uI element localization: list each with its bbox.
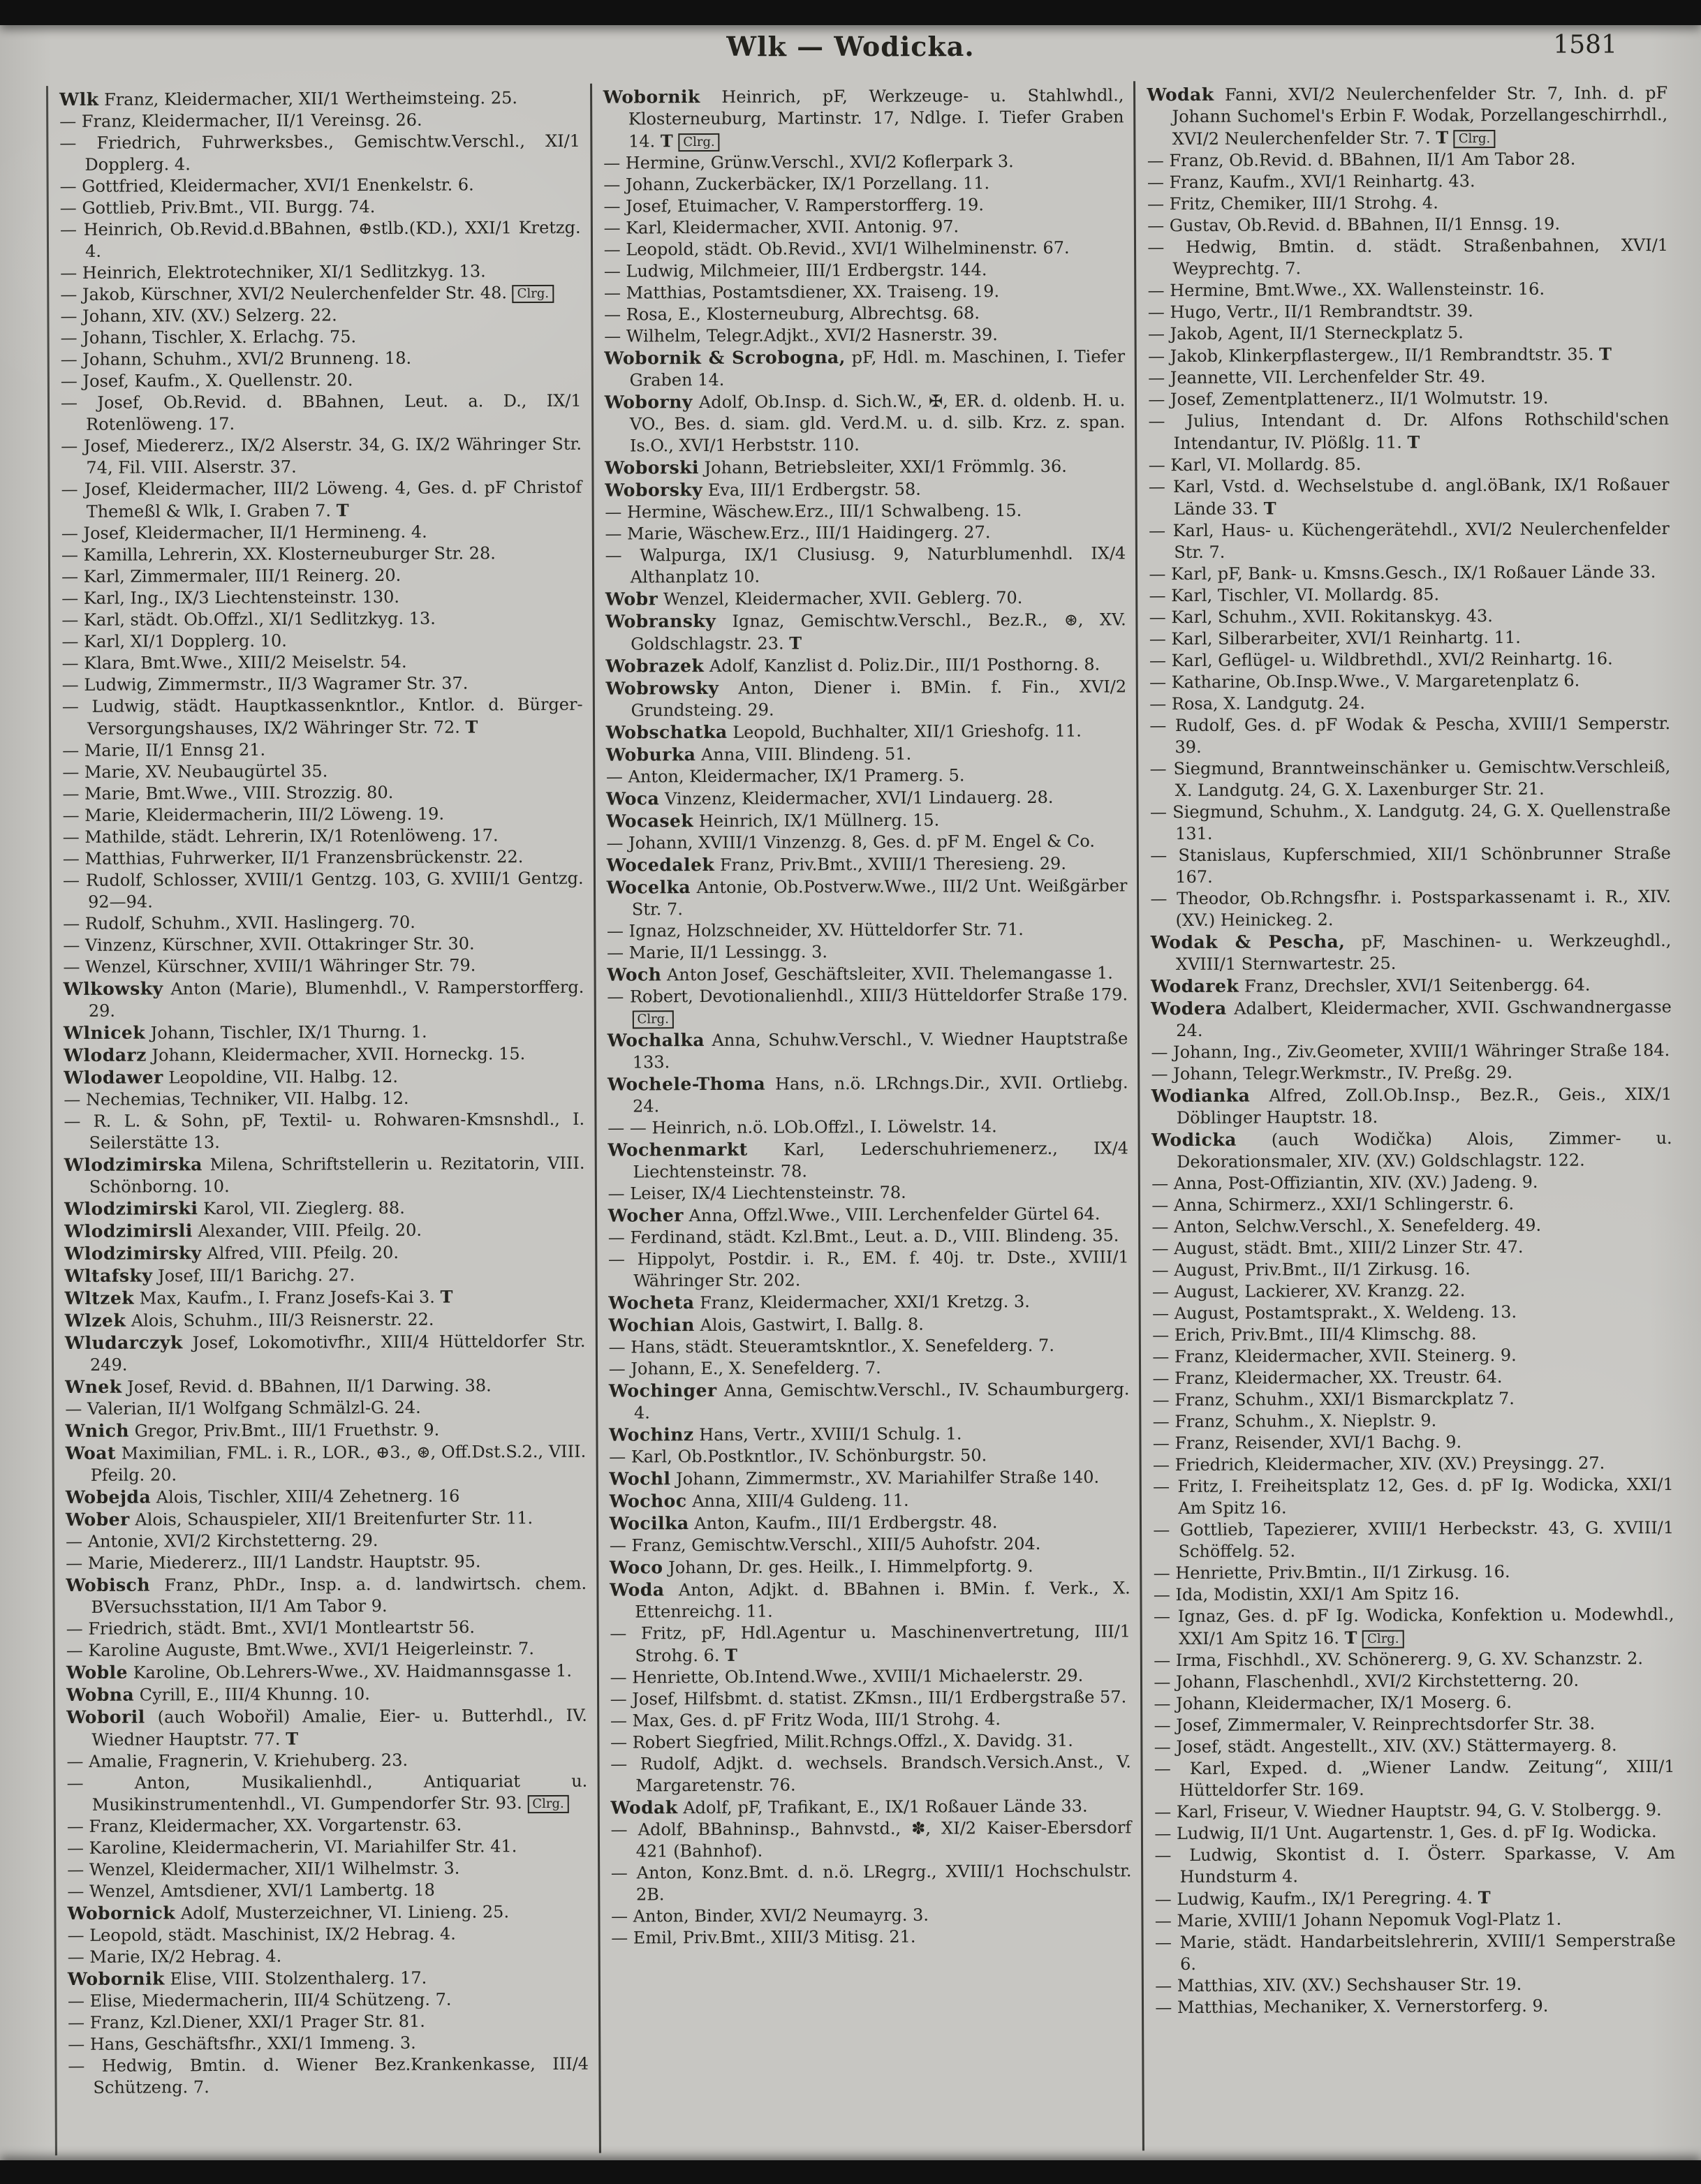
directory-entry: — Johann, Ing., Ziv.Geometer, XVIII/1 Währinger Straße 184.	[1151, 1040, 1670, 1063]
directory-entry: — Karl, Ing., IX/3 Liechtensteinstr. 130.	[61, 586, 400, 609]
directory-entry: — Ludwig, II/1 Unt. Augartenstr. 1, Ges. d. pF Ig. Wodicka.	[1154, 1822, 1657, 1844]
directory-entry: — Fritz, I. Freiheitsplatz 12, Ges. d. pF Ig. Wodicka, XXI/1 Am Spitz 16.	[1153, 1474, 1674, 1519]
surname: Wochl	[609, 1468, 671, 1489]
directory-entry: — Marie, IX/2 Hebrag. 4.	[67, 1946, 282, 1967]
directory-entry: Wnek Josef, Revid. d. BBahnen, II/1 Darwing. 38.	[65, 1375, 492, 1397]
directory-entry: — Johann, Schuhm., XVI/2 Brunneng. 18.	[60, 348, 412, 370]
directory-entry: — Franz, Kleidermacher, XX. Treustr. 64.	[1152, 1367, 1503, 1389]
directory-entry: — Gottlieb, Tapezierer, XVIII/1 Herbeckstr. 43, G. XVIII/1 Schöffelg. 52.	[1153, 1517, 1674, 1562]
directory-entry: — Wenzel, Amtsdiener, XVI/1 Lambertg. 18	[67, 1880, 435, 1901]
directory-column	[1133, 79, 1686, 2150]
telephone-mark: T	[1599, 344, 1612, 364]
directory-entry: — Karl, Vstd. d. Wechselstube d. angl.öBank, IX/1 Roßauer Lände 33. T	[1148, 474, 1670, 519]
directory-entry: — Ida, Modistin, XXI/1 Am Spitz 16.	[1153, 1584, 1460, 1605]
directory-entry: — Matthias, Fuhrwerker, II/1 Franzensbrückenstr. 22.	[62, 847, 524, 869]
directory-entry: — Wenzel, Kleidermacher, XII/1 Wilhelmstr. 3.	[67, 1858, 460, 1880]
directory-entry: — Josef, Kleidermacher, II/1 Hermineng. 4.	[61, 522, 427, 544]
directory-entry: Wobransky Ignaz, Gemischtw.Verschl., Bez.R., ⊛, XV. Goldschlagstr. 23. T	[605, 610, 1126, 654]
surname: Wochian	[608, 1315, 695, 1336]
directory-entry: — Vinzenz, Kürschner, XVII. Ottakringer Str. 30.	[63, 934, 475, 956]
directory-entry: Wochl Johann, Zimmermstr., XV. Mariahilfer Straße 140.	[609, 1467, 1100, 1489]
directory-entry: — August, Priv.Bmt., II/1 Zirkusg. 16.	[1151, 1259, 1471, 1281]
directory-entry: — Rudolf, Adjkt. d. wechsels. Brandsch.Versich.Anst., V. Margaretenstr. 76.	[610, 1752, 1131, 1796]
directory-entry: Wnich Gregor, Priv.Bmt., III/1 Fruethstr. 9.	[65, 1419, 440, 1441]
directory-entry: — August, städt. Bmt., XIII/2 Linzer Str. 47.	[1151, 1237, 1524, 1259]
surname: Wobransky	[605, 610, 716, 632]
surname: Wobrazek	[605, 655, 705, 677]
directory-entry: — Anna, Post-Offiziantin, XIV. (XV.) Jadeng. 9.	[1151, 1172, 1538, 1194]
surname: Wobisch	[66, 1574, 151, 1595]
telephone-mark: T	[660, 131, 673, 152]
directory-entry: — Friedrich, städt. Bmt., XVI/1 Montleartstr 56.	[66, 1617, 476, 1639]
telephone-mark: T	[1344, 1627, 1357, 1648]
surname: Wobornick	[67, 1903, 176, 1924]
directory-entry: — Rudolf, Schuhm., XVII. Haslingerg. 70.	[63, 912, 415, 934]
directory-entry: — Karl, VI. Mollardg. 85.	[1148, 454, 1362, 475]
surname: Wocheta	[608, 1292, 695, 1313]
directory-entry: — Friedrich, Fuhrwerksbes., Gemischtw.Verschl., XI/1 Dopplerg. 4.	[59, 131, 581, 175]
directory-entry: — Karl, Silberarbeiter, XVI/1 Reinhartg. 11.	[1149, 627, 1521, 649]
directory-entry: — Franz, Reisender, XVI/1 Bachg. 9.	[1152, 1432, 1462, 1454]
surname: Wobornik	[67, 1968, 165, 1989]
directory-entry: Woat Maximilian, FML. i. R., LOR., ⊕3., ⊛, Off.Dst.S.2., VIII. Pfeilg. 20.	[65, 1441, 587, 1485]
directory-entry: — Josef, Etuimacher, V. Ramperstorfferg. 19.	[603, 195, 985, 216]
directory-entry: — Henriette, Ob.Intend.Wwe., XVIII/1 Michaelerstr. 29.	[610, 1665, 1084, 1688]
directory-entry: — Jakob, Agent, II/1 Sterneckplatz 5.	[1147, 323, 1464, 344]
directory-entry: Woco Johann, Dr. ges. Heilk., I. Himmelpfortg. 9.	[609, 1556, 1033, 1578]
directory-entry: — Robert Siegfried, Milit.Rchngs.Offzl., X. Davidg. 31.	[610, 1730, 1073, 1753]
surname: Wochoc	[609, 1491, 687, 1512]
directory-entry: — Hans, Geschäftsfhr., XXI/1 Immeng. 3.	[68, 2032, 416, 2054]
directory-entry: Wobornick Adolf, Musterzeichner, VI. Linieng. 25.	[67, 1902, 510, 1924]
directory-entry: — Ludwig, Kaufm., IX/1 Peregring. 4. T	[1154, 1887, 1491, 1910]
surname: Wobornik & Scrobogna,	[604, 347, 846, 369]
directory-entry: — Franz, Kaufm., XVI/1 Reinhartg. 43.	[1147, 171, 1475, 193]
surname: Wobschatka	[605, 721, 728, 743]
clrg-badge: Clrg.	[1362, 1630, 1404, 1648]
directory-entry: — Rosa, E., Klosterneuburg, Albrechtsg. 68.	[604, 303, 980, 325]
directory-entry: — Hermine, Grünw.Verschl., XVI/2 Koflerpark 3.	[603, 152, 1014, 173]
directory-entry: Wlzek Alois, Schuhm., III/3 Reisnerstr. 22.	[64, 1309, 434, 1331]
directory-entry: — Ignaz, Holzschneider, XV. Hütteldorfer Str. 71.	[606, 920, 1024, 941]
directory-entry: Wlodzimirska Milena, Schriftstellerin u. Rezitatorin, VIII. Schönborng. 10.	[64, 1153, 585, 1197]
surname: Wlzek	[64, 1310, 126, 1331]
directory-entry: — Leopold, städt. Maschinist, IX/2 Hebrag. 4.	[67, 1924, 456, 1945]
page-header	[0, 31, 1701, 70]
clrg-badge: Clrg.	[513, 285, 554, 303]
directory-entry: Wlodarz Johann, Kleidermacher, XVII. Horneckg. 15.	[64, 1044, 526, 1066]
directory-entry: Wobisch Franz, PhDr., Insp. a. d. landwirtsch. chem. BVersuchsstation, II/1 Am Tabor 9.	[66, 1573, 587, 1617]
directory-entry: — Johann, Zuckerbäcker, IX/1 Porzellang. 11.	[603, 173, 990, 195]
directory-entry: — Ludwig, Skontist d. I. Österr. Sparkasse, V. Am Hundsturm 4.	[1154, 1843, 1676, 1887]
directory-entry: — Franz, Kleidermacher, XX. Vorgartenstr. 63.	[66, 1815, 462, 1836]
surname: Woch	[607, 964, 662, 985]
telephone-mark: T	[465, 716, 478, 737]
directory-entry: — Friedrich, Kleidermacher, XIV. (XV.) Preysingg. 27.	[1152, 1453, 1605, 1475]
directory-entry: — Marie, XVIII/1 Johann Nepomuk Vogl-Platz 1.	[1154, 1909, 1562, 1931]
directory-entry: Wochian Alois, Gastwirt, I. Ballg. 8.	[608, 1314, 924, 1336]
directory-entry: — Franz, Gemischtw.Verschl., XIII/5 Auhofstr. 204.	[609, 1533, 1041, 1556]
directory-entry: — Antonie, XVI/2 Kirchstetterng. 29.	[66, 1530, 378, 1551]
directory-entry: — Ludwig, städt. Hauptkassenkntlor., Kntlor. d. Bürger-Versorgungshauses, IX/2 Währinger Str. 72. T	[61, 694, 583, 739]
directory-entry: — Marie, II/1 Ennsg 21.	[62, 739, 266, 761]
directory-entry: — Karl, Geflügel- u. Wildbrethdl., XVI/2 Reinhartg. 16.	[1149, 649, 1613, 671]
directory-entry: Woborsky Eva, III/1 Erdbergstr. 58.	[605, 479, 921, 501]
surname: Wnich	[65, 1420, 130, 1441]
directory-entry: — Rudolf, Ges. d. pF Wodak & Pescha, XVIII/1 Semperstr. 39.	[1149, 713, 1671, 758]
directory-entry: — Karl, XI/1 Dopplerg. 10.	[61, 630, 287, 652]
directory-entry: Wocilka Anton, Kaufm., III/1 Erdbergstr. 48.	[609, 1512, 998, 1534]
directory-entry: — Hippolyt, Postdir. i. R., EM. f. 40j. tr. Dste., XVIII/1 Währinger Str. 202.	[608, 1247, 1129, 1291]
clrg-badge: Clrg.	[1454, 130, 1496, 148]
directory-entry: — Josef, Hilfsbmt. d. statist. ZKmsn., III/1 Erdbergstraße 57.	[610, 1687, 1127, 1709]
directory-entry: — Adolf, BBahninsp., Bahnvstd., ✽, XI/2 Kaiser-Ebersdorf 421 (Bahnhof).	[610, 1817, 1132, 1861]
directory-entry: — Nechemias, Techniker, VII. Halbg. 12.	[64, 1088, 409, 1109]
directory-entry: — Siegmund, Schuhm., X. Landgutg. 24, G. X. Quellenstraße 131.	[1149, 799, 1671, 844]
directory-entry: — Franz, Kleidermacher, XVII. Steinerg. 9.	[1152, 1345, 1517, 1367]
directory-entry: Wobornik Heinrich, pF, Werkzeuge- u. Stahlwhdl., Klosterneuburg, Martinstr. 17, Ndlge. I. Tiefer Graben 14. T Clrg.	[603, 85, 1124, 152]
directory-entry: — Gustav, Ob.Revid. d. BBahnen, II/1 Ennsg. 19.	[1147, 214, 1561, 236]
directory-entry: — Karl, pF, Bank- u. Kmsns.Gesch., IX/1 Roßauer Lände 33.	[1149, 562, 1656, 584]
directory-entry: — Josef, Zementplattenerz., II/1 Wolmutstr. 19.	[1148, 388, 1549, 410]
directory-entry: — Anton, Musikalienhdl., Antiquariat u. Musikinstrumentenhdl., VI. Gumpendorfer Str. 93. Clrg.	[66, 1771, 588, 1815]
directory-entry: — Hermine, Bmt.Wwe., XX. Wallensteinstr. 16.	[1147, 279, 1545, 301]
page-header-title: Wlk — Wodicka.	[726, 31, 975, 62]
directory-entry: — Karl, Haus- u. Küchengerätehdl., XVI/2 Neulerchenfelder Str. 7.	[1149, 518, 1670, 563]
directory-entry: Wocedalek Franz, Priv.Bmt., XVIII/1 Theresieng. 29.	[606, 853, 1066, 876]
directory-entry: Wlodzimirsky Alfred, VIII. Pfeilg. 20.	[64, 1242, 399, 1264]
directory-entry: — Franz, Schuhm., X. Nieplstr. 9.	[1152, 1410, 1437, 1432]
directory-entry: — Marie, Wäschew.Erz., III/1 Haidingerg. 27.	[605, 522, 991, 544]
directory-entry: — Fritz, Chemiker, III/1 Strohg. 4.	[1147, 193, 1438, 214]
directory-entry: — Ferdinand, städt. Kzl.Bmt., Leut. a. D., VIII. Blindeng. 35.	[608, 1225, 1119, 1248]
directory-entry: — Johann, XVIII/1 Vinzenzg. 8, Ges. d. pF M. Engel & Co.	[606, 831, 1096, 853]
directory-column	[590, 81, 1143, 2153]
directory-entry: — Stanislaus, Kupferschmied, XII/1 Schönbrunner Straße 167.	[1150, 843, 1671, 887]
surname: Wodera	[1151, 998, 1227, 1019]
directory-entry: — Amalie, Fragnerin, V. Kriehuberg. 23.	[66, 1750, 408, 1771]
directory-entry: — Jeannette, VII. Lerchenfelder Str. 49.	[1148, 367, 1486, 388]
directory-entry: — Siegmund, Branntweinschänker u. Gemischtw.Verschleiß, X. Landgutg. 24, G. X. Laxenburger Str. 21.	[1149, 756, 1671, 801]
directory-entry: Woda Anton, Adjkt. d. BBahnen i. BMin. f. Verk., X. Ettenreichg. 11.	[610, 1578, 1131, 1622]
directory-entry: — Mathilde, städt. Lehrerin, IX/1 Rotenlöweng. 17.	[62, 825, 499, 848]
surname: Wodak	[610, 1797, 678, 1818]
directory-entry: — Johann, Flaschenhdl., XVI/2 Kirchstetterng. 20.	[1154, 1670, 1580, 1692]
clrg-badge: Clrg.	[678, 133, 720, 152]
directory-entry: — Rudolf, Schlosser, XVIII/1 Gentzg. 103, G. XVIII/1 Gentzg. 92—94.	[62, 868, 584, 912]
directory-entry: Woble Karoline, Ob.Lehrers-Wwe., XV. Haidmannsgasse 1.	[66, 1660, 573, 1683]
directory-entry: — Karl, Schuhm., XVII. Rokitanskyg. 43.	[1149, 606, 1493, 628]
directory-entry: — Hermine, Wäschew.Erz., III/1 Schwalbeng. 15.	[605, 501, 1022, 522]
directory-entry: — Karl, Exped. d. „Wiener Landw. Zeitung“, XIII/1 Hütteldorfer Str. 169.	[1154, 1756, 1675, 1801]
directory-entry: — Anna, Schirmerz., XXI/1 Schlingerstr. 6.	[1151, 1193, 1515, 1216]
directory-entry: Wodak Adolf, pF, Trafikant, E., IX/1 Roßauer Lände 33.	[610, 1796, 1088, 1818]
directory-entry: Wludarczyk Josef, Lokomotivfhr., XIII/4 Hütteldorfer Str. 249.	[64, 1331, 586, 1375]
directory-entry: — August, Lackierer, XV. Kranzg. 22.	[1151, 1281, 1466, 1302]
directory-entry: — Josef, Zimmermaler, V. Reinprechtsdorfer Str. 38.	[1154, 1713, 1596, 1736]
surname: Wocher	[608, 1205, 684, 1226]
clrg-badge: Clrg.	[527, 1795, 569, 1813]
directory-entry: Wltzek Max, Kaufm., I. Franz Josefs-Kai 3. T	[64, 1286, 453, 1308]
directory-entry: — Franz, Ob.Revid. d. BBahnen, II/1 Am Tabor 28.	[1147, 149, 1576, 171]
directory-column	[48, 84, 599, 2155]
surname: Woborny	[604, 392, 693, 413]
scan-bottom-edge	[0, 2160, 1701, 2184]
surname: Wochinz	[609, 1424, 694, 1445]
directory-entry: — Julius, Intendant d. Dr. Alfons Rothschild'schen Intendantur, IV. Plößlg. 11. T	[1148, 408, 1670, 454]
directory-entry: — Max, Ges. d. pF Fritz Woda, III/1 Strohg. 4.	[610, 1709, 1001, 1731]
directory-entry: Woburka Anna, VIII. Blindeng. 51.	[605, 744, 912, 765]
directory-entry: — Gottlieb, Priv.Bmt., VII. Burgg. 74.	[59, 197, 376, 219]
directory-entry: — Anton, Kleidermacher, IX/1 Pramerg. 5.	[605, 765, 965, 787]
telephone-mark: T	[1407, 431, 1420, 452]
surname: Wochele-Thoma	[607, 1073, 766, 1095]
directory-entry: — Elise, Miedermacherin, III/4 Schützeng. 7.	[67, 1989, 452, 2011]
surname: Wobornik	[603, 87, 700, 108]
directory-entry: — Walpurga, IX/1 Clusiusg. 9, Naturblumenhdl. IX/4 Althanplatz 10.	[605, 543, 1126, 587]
surname: Wober	[65, 1509, 130, 1530]
directory-entry: — Wilhelm, Telegr.Adjkt., XVI/2 Hasnerstr. 39.	[604, 325, 998, 346]
surname: Wocasek	[606, 811, 694, 832]
surname: Wlodawer	[64, 1067, 163, 1088]
surname: Woat	[65, 1443, 117, 1463]
directory-entry: — Josef, städt. Angestellt., XIV. (XV.) Stättermayerg. 8.	[1154, 1735, 1617, 1757]
directory-entry: — Karl, Ob.Postkntlor., IV. Schönburgstr. 50.	[609, 1445, 987, 1467]
surname: Wodak	[1147, 84, 1214, 105]
directory-entry: — Johann, XIV. (XV.) Selzerg. 22.	[60, 305, 337, 327]
directory-entry: — Karl, Zimmermaler, III/1 Reinerg. 20.	[61, 565, 402, 587]
directory-entry: — Marie, Kleidermacherin, III/2 Löweng. 19.	[62, 804, 445, 826]
directory-entry: — Marie, Miedererz., III/1 Landstr. Hauptstr. 95.	[66, 1551, 481, 1573]
directory-entry: Wlodzimirski Karol, VII. Zieglerg. 88.	[64, 1197, 405, 1219]
directory-entry: — Irma, Fischhdl., XV. Schönererg. 9, G. XV. Schanzstr. 2.	[1154, 1648, 1644, 1671]
directory-entry: — Josef, Kleidermacher, III/2 Löweng. 4, Ges. d. pF Christof Themeßl & Wlk, I. Graben 7. T	[61, 477, 582, 522]
directory-entry: — Erich, Priv.Bmt., III/4 Klimschg. 88.	[1152, 1324, 1477, 1345]
surname: Wobna	[66, 1684, 135, 1705]
telephone-mark: T	[336, 500, 349, 521]
directory-entry: Wocasek Heinrich, IX/1 Müllnerg. 15.	[606, 810, 940, 832]
columns	[46, 79, 1686, 2155]
directory-entry: — Josef, Kaufm., X. Quellenstr. 20.	[60, 370, 353, 392]
directory-entry: — Matthias, Postamtsdiener, XX. Traiseng. 19.	[603, 281, 1000, 303]
directory-entry: — Franz, Schuhm., XXI/1 Bismarckplatz 7.	[1152, 1388, 1515, 1410]
telephone-mark: T	[1436, 127, 1449, 148]
directory-entry: Wobornik Elise, VIII. Stolzenthalerg. 17.	[67, 1968, 427, 1989]
directory-entry: — Matthias, Mechaniker, X. Vernerstorferg. 9.	[1155, 1995, 1549, 2018]
directory-entry: — — Heinrich, n.ö. LOb.Offzl., I. Löwelstr. 14.	[608, 1116, 997, 1138]
surname: Wnek	[65, 1376, 122, 1397]
directory-entry: — Leopold, städt. Ob.Revid., XVI/1 Wilhelminenstr. 67.	[603, 237, 1070, 260]
directory-entry: Wltafsky Josef, III/1 Barichg. 27.	[64, 1265, 355, 1286]
directory-entry: — Johann, Telegr.Werkmstr., IV. Preßg. 29.	[1151, 1062, 1513, 1084]
surname: Wocelka	[606, 877, 691, 898]
directory-entry: Wodera Adalbert, Kleidermacher, XVII. Gschwandnergasse 24.	[1151, 996, 1672, 1041]
directory-entry: Wobornik & Scrobogna, pF, Hdl. m. Maschinen, I. Tiefer Graben 14.	[604, 346, 1126, 390]
directory-entry: — Rosa, X. Landgutg. 24.	[1149, 693, 1365, 714]
directory-entry: — Fritz, pF, Hdl.Agentur u. Maschinenvertretung, III/1 Strohg. 6. T	[610, 1621, 1131, 1666]
directory-entry: — Hedwig, Bmtin. d. städt. Straßenbahnen, XVI/1 Weyprechtg. 7.	[1147, 235, 1669, 279]
directory-entry: Wodak Fanni, XVI/2 Neulerchenfelder Str. 7, Inh. d. pF Johann Suchomel's Erbin F. Wodak, Porzellangeschirrhdl., XVI/2 Neulerchenfelder Str. 7. T Clrg.	[1147, 82, 1668, 149]
surname: Woble	[66, 1662, 128, 1683]
directory-entry: — Marie, II/1 Lessingg. 3.	[607, 942, 828, 963]
surname: Woborski	[605, 457, 700, 478]
surname: Wodak & Pescha,	[1150, 931, 1346, 953]
directory-entry: Wlk Franz, Kleidermacher, XII/1 Wertheimsteing. 25.	[59, 88, 518, 110]
surname: Wodicka	[1151, 1129, 1237, 1151]
surname: Wodarek	[1150, 975, 1239, 997]
directory-entry: Wobschatka Leopold, Buchhalter, XII/1 Grieshofg. 11.	[605, 721, 1082, 743]
directory-entry: — Kamilla, Lehrerin, XX. Klosterneuburger Str. 28.	[61, 543, 496, 566]
directory-entry: Wodianka Alfred, Zoll.Ob.Insp., Bez.R., Geis., XIX/1 Döblinger Hauptstr. 18.	[1151, 1084, 1672, 1128]
directory-entry: Wobna Cyrill, E., III/4 Khunng. 10.	[66, 1684, 370, 1705]
directory-entry: — Karoline Auguste, Bmt.Wwe., XVI/1 Heigerleinstr. 7.	[66, 1639, 534, 1660]
directory-entry: — R. L. & Sohn, pF, Textil- u. Rohwaren-Kmsnshdl., I. Seilerstätte 13.	[64, 1109, 585, 1153]
directory-entry: Wober Alois, Schauspieler, XII/1 Breitenfurter Str. 11.	[65, 1508, 533, 1530]
directory-entry: — Jakob, Klinkerpflastergew., II/1 Rembrandtstr. 35. T	[1147, 344, 1612, 367]
directory-entry: — Marie, XV. Neubaugürtel 35.	[62, 761, 328, 783]
telephone-mark: T	[1263, 498, 1276, 519]
telephone-mark: T	[1478, 1887, 1491, 1908]
surname: Wochenmarkt	[608, 1139, 748, 1160]
surname: Wlodzimirsli	[64, 1220, 193, 1241]
telephone-mark: T	[440, 1286, 453, 1307]
directory-entry: Wochinger Anna, Gemischtw.Verschl., IV. Schaumburgerg. 4.	[608, 1379, 1130, 1423]
surname: Woboril	[66, 1706, 145, 1727]
directory-entry: — Matthias, XIV. (XV.) Sechshauser Str. 19.	[1155, 1974, 1522, 1996]
directory-entry: Wochalka Anna, Schuhw.Verschl., V. Wiedner Hauptstraße 133.	[607, 1028, 1128, 1072]
directory-entry: — Hans, städt. Steueramtskntlor., X. Senefelderg. 7.	[608, 1335, 1054, 1357]
directory-entry: — Heinrich, Ob.Revid.d.BBahnen, ⊕stlb.(KD.), XXI/1 Kretzg. 4.	[59, 217, 581, 261]
directory-entry: — Johann, Kleidermacher, IX/1 Moserg. 6.	[1154, 1692, 1512, 1714]
directory-entry: — Theodor, Ob.Rchngsfhr. i. Postsparkassenamt i. R., XIV. (XV.) Heinickeg. 2.	[1150, 886, 1672, 931]
directory-entry: Wocelka Antonie, Ob.Postverw.Wwe., III/2 Unt. Weißgärber Str. 7.	[606, 876, 1128, 920]
surname: Wlkowsky	[63, 978, 163, 1000]
directory-entry: — Jakob, Kürschner, XVI/2 Neulerchenfelder Str. 48. Clrg.	[60, 282, 581, 306]
directory-entry: — Gottfried, Kleidermacher, XVI/1 Enenkelstr. 6.	[59, 175, 474, 197]
surname: Wocilka	[609, 1513, 689, 1534]
surname: Wltzek	[64, 1287, 135, 1308]
scan-top-edge	[0, 0, 1701, 25]
directory-entry: — Emil, Priv.Bmt., XIII/3 Mitisg. 21.	[611, 1926, 916, 1948]
surname: Wltafsky	[64, 1265, 153, 1286]
directory-entry: — Marie, städt. Handarbeitslehrerin, XVIII/1 Semperstraße 6.	[1154, 1930, 1676, 1975]
directory-entry: — Anton, Selchw.Verschl., X. Senefelderg. 49.	[1151, 1215, 1542, 1237]
directory-entry: Wodak & Pescha, pF, Maschinen- u. Werkzeughdl., XVIII/1 Sternwartestr. 25.	[1150, 930, 1672, 975]
directory-entry: — Johann, Tischler, X. Erlachg. 75.	[60, 327, 357, 348]
directory-entry: — Ludwig, Zimmermstr., II/3 Wagramer Str. 37.	[61, 673, 469, 695]
directory-entry: — Karoline, Kleidermacherin, VI. Mariahilfer Str. 41.	[66, 1836, 517, 1858]
surname: Wobejda	[65, 1486, 152, 1507]
directory-entry: — Wenzel, Kürschner, XVIII/1 Währinger Str. 79.	[63, 955, 476, 977]
directory-entry: Wlodawer Leopoldine, VII. Halbg. 12.	[64, 1066, 399, 1088]
directory-entry: — Valerian, II/1 Wolfgang Schmälzl-G. 24.	[65, 1397, 421, 1419]
directory-entry: — Franz, Kzl.Diener, XXI/1 Prager Str. 81.	[68, 2011, 425, 2032]
directory-entry: — Anton, Binder, XVI/2 Neumayrg. 3.	[611, 1905, 929, 1926]
surname: Wodianka	[1151, 1085, 1251, 1107]
directory-entry: — Anton, Konz.Bmt. d. n.ö. LRegrg., XVIII/1 Hochschulstr. 2B.	[610, 1861, 1132, 1905]
directory-entry: Wochinz Hans, Vertr., XVIII/1 Schulg. 1.	[609, 1424, 962, 1445]
surname: Wlodzimirski	[64, 1198, 198, 1219]
directory-entry: Wlodzimirsli Alexander, VIII. Pfeilg. 20.	[64, 1220, 422, 1241]
directory-entry: — Karl, Tischler, VI. Mollardg. 85.	[1149, 584, 1440, 606]
surname: Woburka	[605, 744, 696, 765]
directory-entry: — August, Postamtsprakt., X. Weldeng. 13.	[1151, 1301, 1517, 1324]
directory-entry: — Karl, städt. Ob.Offzl., XI/1 Sedlitzkyg. 13.	[61, 608, 436, 630]
surname: Wocedalek	[606, 854, 715, 876]
directory-entry: Wobejda Alois, Tischler, XIII/4 Zehetnerg. 16	[65, 1486, 460, 1507]
surname: Wlnicek	[63, 1022, 146, 1044]
telephone-mark: T	[286, 1728, 299, 1749]
directory-entry: — Josef, Ob.Revid. d. BBahnen, Leut. a. D., IX/1 Rotenlöweng. 17.	[60, 390, 582, 434]
directory-entry: Wochele-Thoma Hans, n.ö. LRchngs.Dir., XVII. Ortliebg. 24.	[607, 1072, 1128, 1116]
directory-entry: — Josef, Miedererz., IX/2 Alserstr. 34, G. IX/2 Währinger Str. 74, Fil. VIII. Alserstr. 37.	[61, 434, 582, 478]
directory-entry: Wocher Anna, Offzl.Wwe., VIII. Lerchenfelder Gürtel 64.	[608, 1204, 1100, 1226]
directory-entry: — Ignaz, Ges. d. pF Ig. Wodicka, Konfektion u. Modewhdl., XXI/1 Am Spitz 16. T Clrg.	[1153, 1604, 1674, 1649]
directory-entry: Wlkowsky Anton (Marie), Blumenhdl., V. Ramperstorfferg. 29.	[63, 977, 584, 1021]
directory-entry: — Robert, Devotionalienhdl., XIII/3 Hütteldorfer Straße 179. Clrg.	[607, 984, 1128, 1029]
directory-entry: Wodicka (auch Wodička) Alois, Zimmer- u. Dekorationsmaler, XIV. (XV.) Goldschlagstr. 122.	[1151, 1128, 1672, 1172]
surname: Wochalka	[607, 1029, 705, 1051]
directory-entry: Woca Vinzenz, Kleidermacher, XVI/1 Lindauerg. 28.	[606, 787, 1054, 809]
directory-entry: Wochoc Anna, XIII/4 Guldeng. 11.	[609, 1490, 909, 1512]
directory-entry: Wlnicek Johann, Tischler, IX/1 Thurng. 1.	[63, 1021, 427, 1044]
surname: Woco	[609, 1557, 663, 1578]
telephone-mark: T	[725, 1644, 738, 1665]
directory-entry: Wobr Wenzel, Kleidermacher, XVII. Geblerg. 70.	[605, 588, 1023, 610]
surname: Woda	[610, 1579, 665, 1600]
directory-entry: Woborski Johann, Betriebsleiter, XXI/1 Frömmlg. 36.	[605, 456, 1067, 478]
directory-entry: Wocheta Franz, Kleidermacher, XXI/1 Kretzg. 3.	[608, 1291, 1030, 1313]
directory-entry: — Marie, Bmt.Wwe., VIII. Strozzig. 80.	[62, 782, 394, 804]
directory-entry: — Karl, Friseur, V. Wiedner Hauptstr. 94, G. V. Stolbergg. 9.	[1154, 1800, 1662, 1822]
surname: Wobr	[605, 589, 658, 610]
directory-entry: Woch Anton Josef, Geschäftsleiter, XVII. Thelemangasse 1.	[607, 963, 1113, 985]
directory-entry: — Leiser, IX/4 Liechtensteinstr. 78.	[608, 1182, 906, 1204]
directory-entry: — Henriette, Priv.Bmtin., II/1 Zirkusg. 16.	[1153, 1561, 1510, 1584]
directory-entry: — Ludwig, Milchmeier, III/1 Erdbergstr. 144.	[603, 260, 987, 281]
directory-entry: — Heinrich, Elektrotechniker, XI/1 Sedlitzkyg. 13.	[60, 261, 486, 283]
directory-entry: — Katharine, Ob.Insp.Wwe., V. Margaretenplatz 6.	[1149, 670, 1580, 693]
surname: Woborsky	[605, 479, 703, 501]
directory-entry: — Franz, Kleidermacher, II/1 Vereinsg. 26.	[59, 110, 422, 132]
directory-entry: — Klara, Bmt.Wwe., XIII/2 Meiselstr. 54.	[61, 651, 407, 674]
surname: Woca	[606, 788, 660, 809]
page-number: 1581	[1553, 31, 1617, 59]
directory-entry: Wobrowsky Anton, Diener i. BMin. f. Fin., XVI/2 Grundsteing. 29.	[605, 677, 1127, 721]
directory-entry: Wobrazek Adolf, Kanzlist d. Poliz.Dir., III/1 Posthorng. 8.	[605, 654, 1100, 677]
directory-entry: — Karl, Kleidermacher, XVII. Antonig. 97.	[603, 216, 959, 238]
surname: Wochinger	[608, 1380, 717, 1401]
telephone-mark: T	[789, 633, 802, 654]
directory-entry: Wodarek Franz, Drechsler, XVI/1 Seitenbergg. 64.	[1150, 975, 1591, 997]
directory-entry: Woboril (auch Wobořil) Amalie, Eier- u. Butterhdl., IV. Wiedner Hauptstr. 77. T	[66, 1705, 587, 1750]
surname: Wlodzimirska	[64, 1154, 202, 1175]
surname: Wlodarz	[64, 1045, 147, 1066]
directory-entry: Wochenmarkt Karl, Lederschuhriemenerz., IX/4 Liechtensteinstr. 78.	[608, 1138, 1129, 1182]
surname: Wludarczyk	[64, 1332, 183, 1353]
directory-entry: — Johann, E., X. Senefelderg. 7.	[608, 1357, 881, 1379]
clrg-badge: Clrg.	[632, 1010, 674, 1028]
surname: Wlk	[59, 89, 99, 110]
directory-entry: — Hedwig, Bmtin. d. Wiener Bez.Krankenkasse, III/4 Schützeng. 7.	[68, 2053, 589, 2097]
surname: Wobrowsky	[605, 677, 719, 699]
directory-entry: Woborny Adolf, Ob.Insp. d. Sich.W., ✠, ER. d. oldenb. H. u. VO., Bes. d. siam. gld. Verd.M. u. d. silb. Krz. z. span. Is.O., XVI/1 Herbststr. 110.	[604, 390, 1126, 456]
directory-entry: — Hugo, Vertr., II/1 Rembrandtstr. 39.	[1147, 301, 1473, 323]
surname: Wlodzimirsky	[64, 1243, 202, 1264]
